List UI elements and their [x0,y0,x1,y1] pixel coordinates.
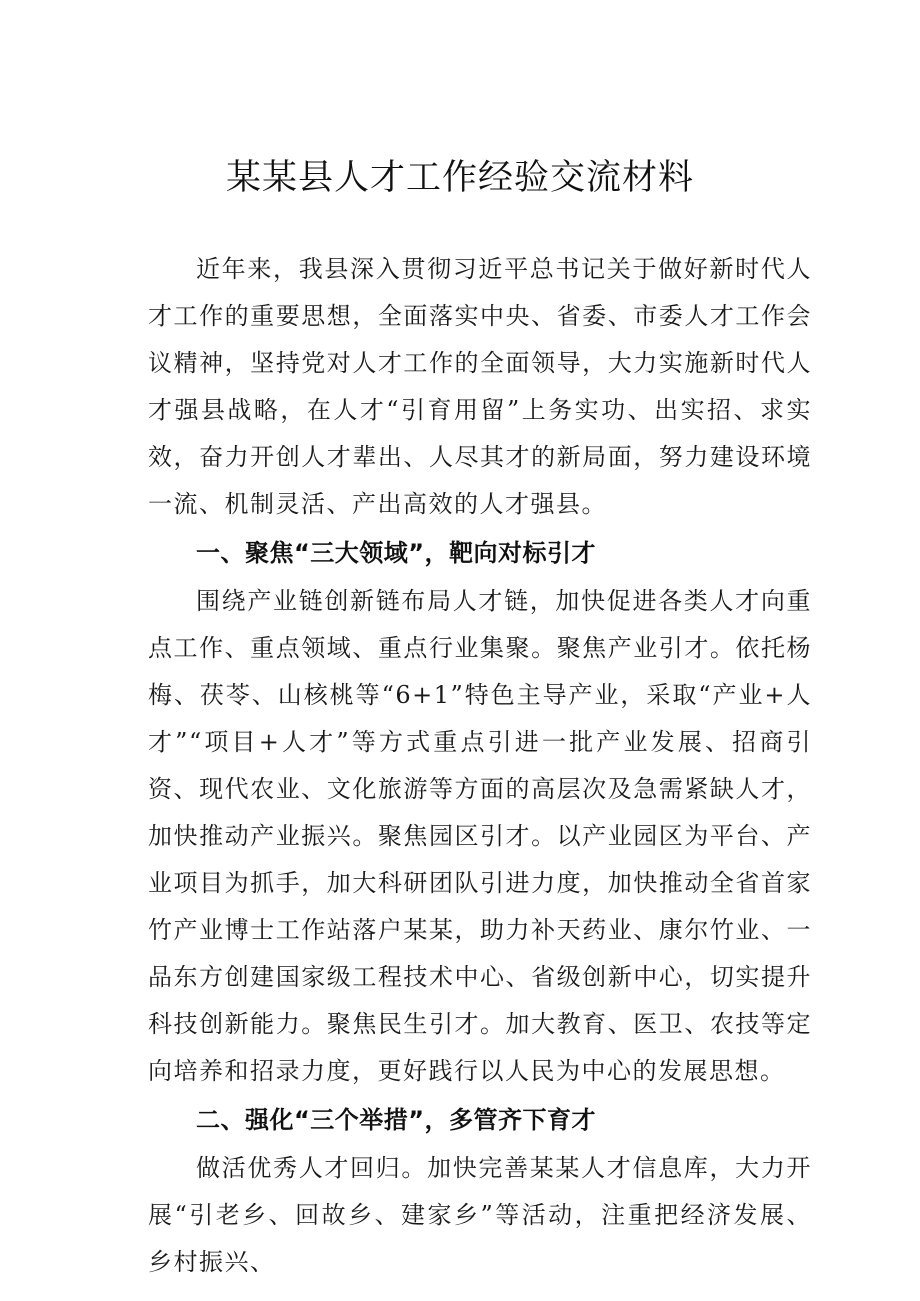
section-2-heading: 二、强化“三个举措”，多管齐下育才 [196,1106,597,1134]
document-body [148,246,812,1286]
section-1-heading: 一、聚焦“三大领域”，靶向对标引才 [196,539,597,567]
document-title: 某某县人才工作经验交流材料 [225,158,694,198]
section-2-paragraph: 做活优秀人才回归。加快完善某某人才信息库，大力开展“引老乡、回故乡、建家乡”等活动，注重把经济发展、乡村振兴、 [148,1154,812,1276]
section-1-paragraph: 围绕产业链创新链布局人才链，加快促进各类人才向重点工作、重点领域、重点行业集聚。聚焦产业引才。依托杨梅、茯苓、山核桃等“6+1”特色主导产业，采取“产业+人才”“项目+人才”等方式重点引进一批产业发展、招商引资、现代农业、文化旅游等方面的高层次及急需紧缺人才，加快推动产业振兴。聚焦园区引才。以产业园区为平台、产业项目为抓手，加大科研团队引进力度，加快推动全省首家竹产业博士工作站落户某某，助力补天药业、康尔竹业、一品东方创建国家级工程技术中心、省级创新中心，切实提升科技创新能力。聚焦民生引才。加大教育、医卫、农技等定向培养和招录力度，更好践行以人民为中心的发展思想。 [148,587,812,1085]
intro-paragraph: 近年来，我县深入贯彻习近平总书记关于做好新时代人才工作的重要思想，全面落实中央、省委、市委人才工作会议精神，坚持党对人才工作的全面领导，大力实施新时代人才强县战略，在人才“引育用留”上务实功、出实招、求实效，奋力开创人才辈出、人尽其才的新局面，努力建设环境一流、机制灵活、产出高效的人才强县。 [148,255,812,518]
